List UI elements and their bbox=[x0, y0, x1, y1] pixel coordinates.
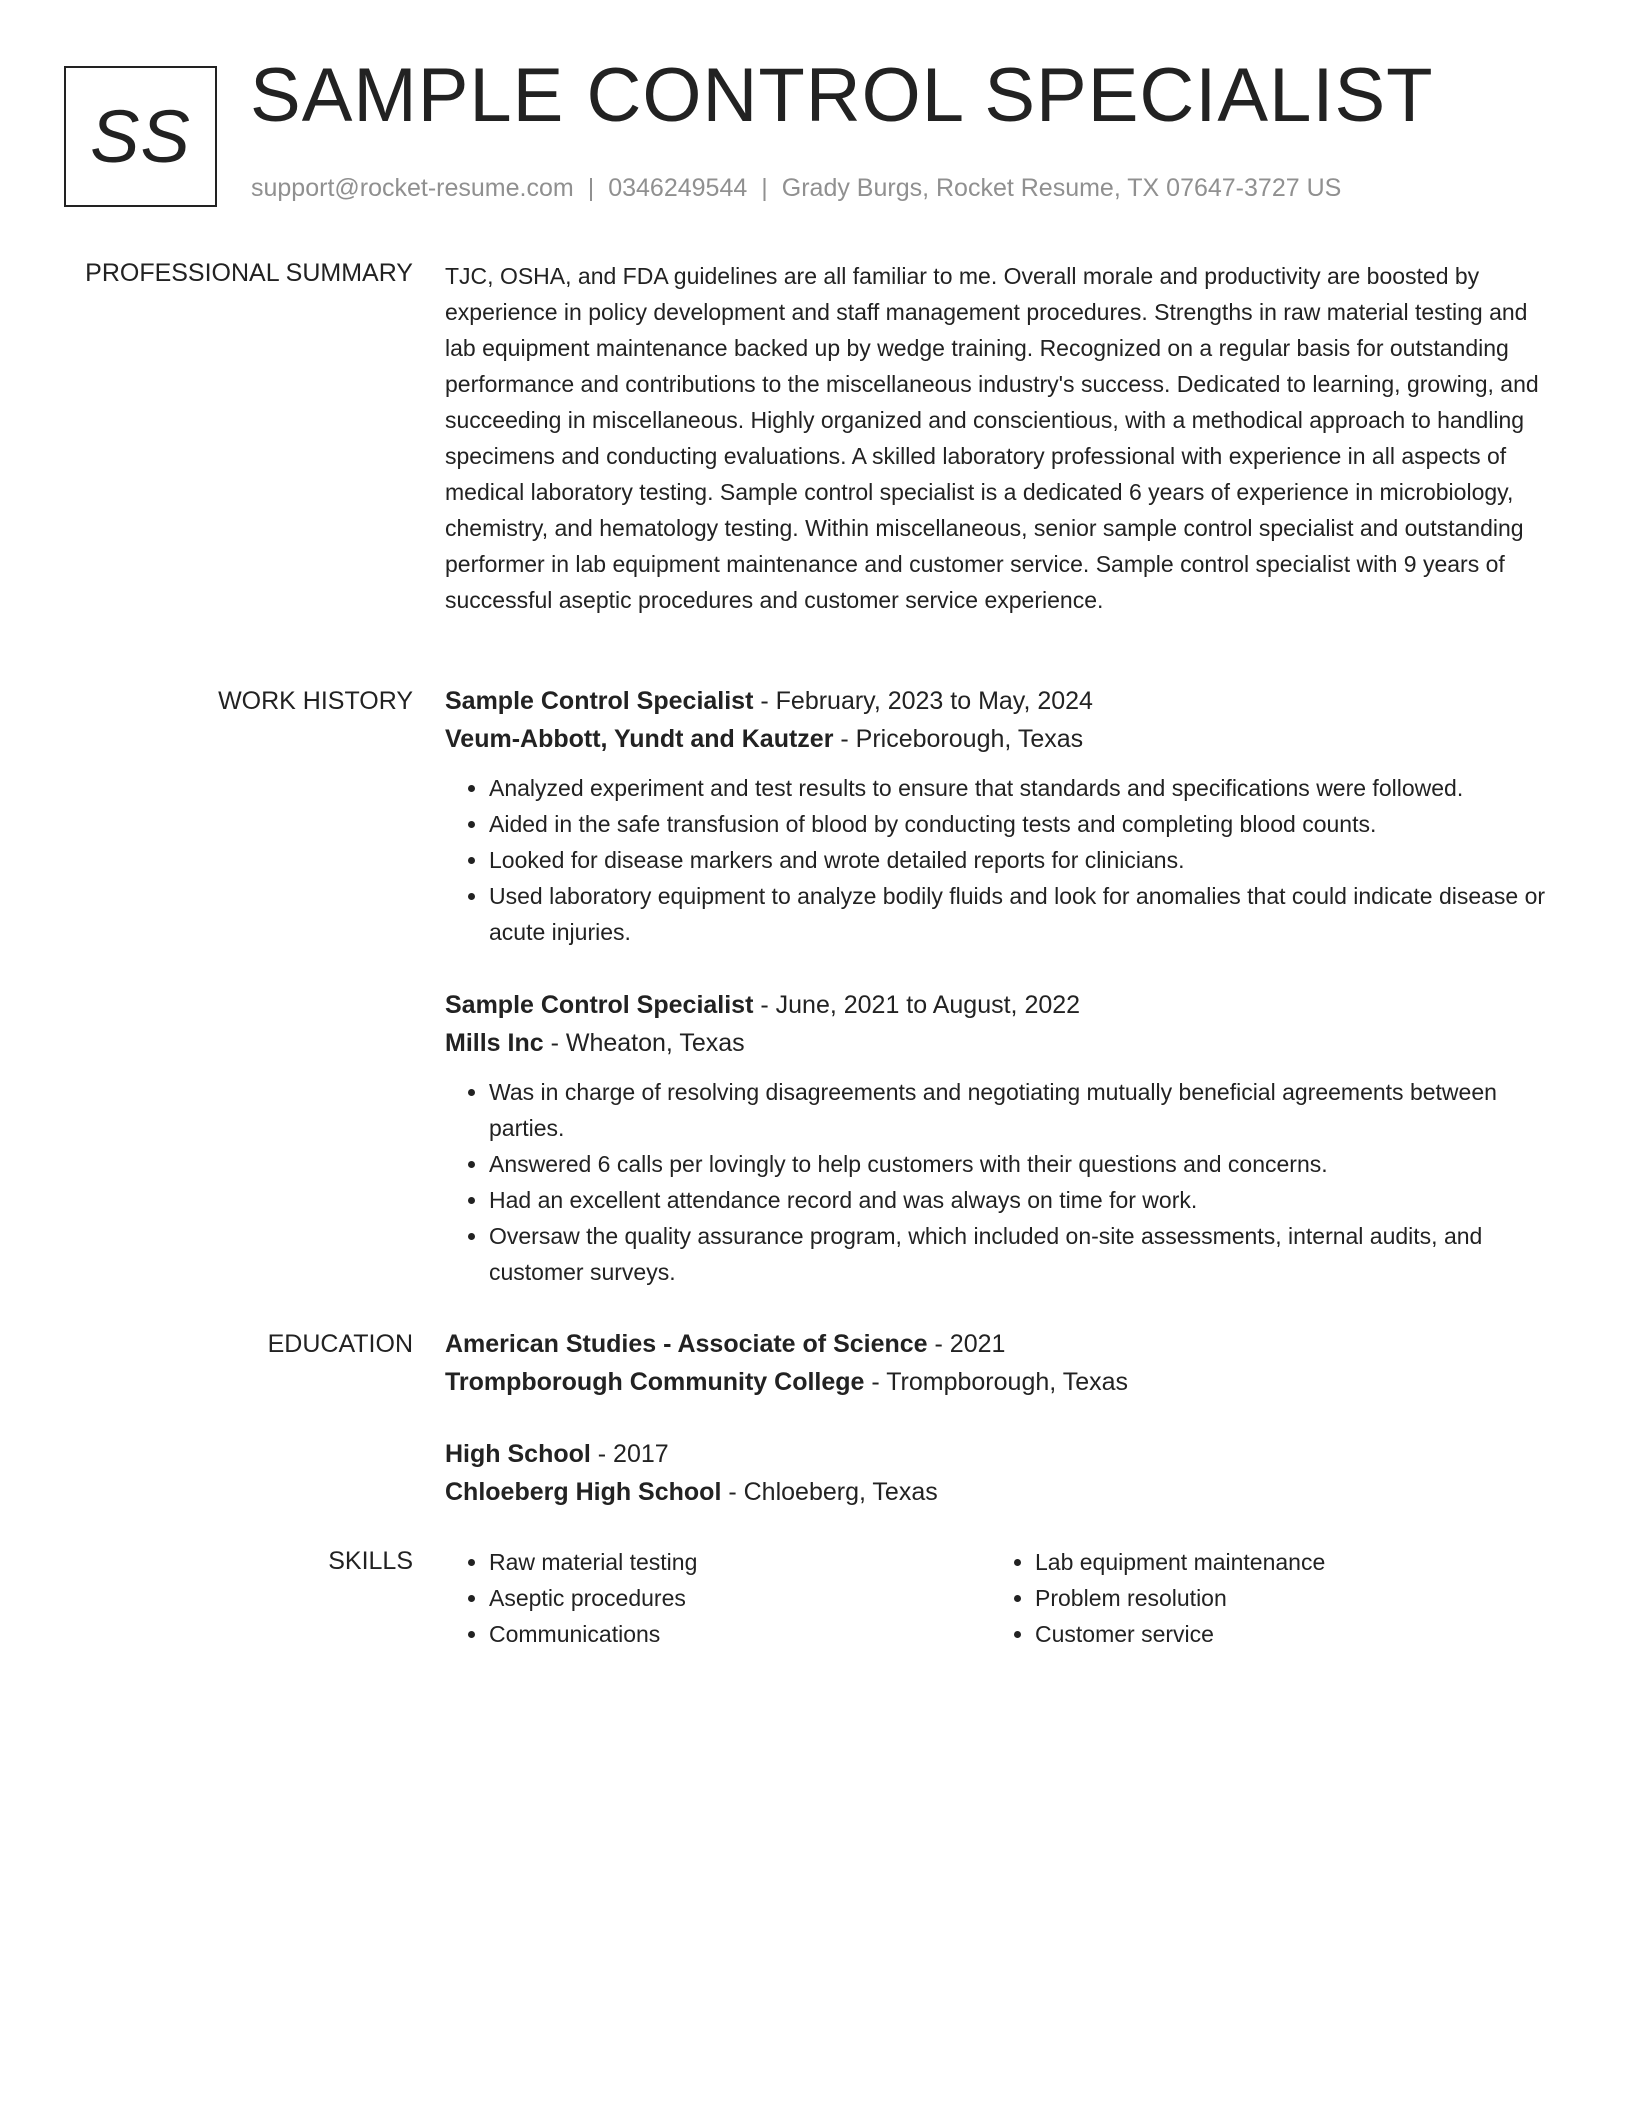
contact-separator: | bbox=[761, 174, 768, 202]
skill-item: • Customer service bbox=[1035, 1616, 1537, 1652]
contact-email: support@rocket-resume.com bbox=[251, 174, 574, 202]
education-school-line bbox=[445, 1363, 1560, 1401]
skill-item: • Raw material testing bbox=[489, 1544, 991, 1580]
education-year: - 2017 bbox=[590, 1440, 669, 1468]
contact-address: Grady Burgs, Rocket Resume, TX 07647-3727 US bbox=[781, 174, 1342, 202]
resume-name-heading: SAMPLE CONTROL SPECIALIST bbox=[250, 53, 1434, 138]
education-degree: High School bbox=[445, 1440, 591, 1468]
job-company: Veum-Abbott, Yundt and Kautzer bbox=[445, 725, 834, 753]
skill-item: • Aseptic procedures bbox=[489, 1580, 991, 1616]
job-entry bbox=[445, 986, 1560, 1290]
skills-body bbox=[445, 1544, 1560, 1652]
education-school-line bbox=[445, 1473, 1560, 1511]
education-degree-line bbox=[445, 1435, 1560, 1473]
section-label-skills: SKILLS bbox=[328, 1547, 413, 1575]
job-dates: - February, 2023 to May, 2024 bbox=[753, 687, 1093, 715]
job-company-line bbox=[445, 1024, 1560, 1062]
skill-item: • Communications bbox=[489, 1616, 991, 1652]
section-label-education: EDUCATION bbox=[267, 1330, 413, 1358]
job-company: Mills Inc bbox=[445, 1029, 544, 1057]
job-company-line bbox=[445, 720, 1560, 758]
education-degree-line bbox=[445, 1325, 1560, 1363]
summary-body bbox=[445, 258, 1560, 618]
job-bullet: • Was in charge of resolving disagreements and negotiating mutually beneficial agreements between parties. bbox=[489, 1074, 1560, 1146]
job-bullet-list bbox=[445, 770, 1560, 950]
skills-column-right bbox=[991, 1544, 1537, 1652]
skills-grid bbox=[445, 1544, 1560, 1652]
education-school: Trompborough Community College bbox=[445, 1368, 865, 1396]
job-bullet: • Used laboratory equipment to analyze bodily fluids and look for anomalies that could indicate disease or acute injuries. bbox=[489, 878, 1560, 950]
summary-text: TJC, OSHA, and FDA guidelines are all familiar to me. Overall morale and productivity are boosted by experience in policy development and staff management procedures. Strengths in raw material testing and lab equipment maintenance backed up by wedge training. Recognized on a regular basis for outstanding performance and contributions to the miscellaneous industry's success. Dedicated to learning, growing, and succeeding in miscellaneous. Highly organized and conscientious, with a methodical approach to handling specimens and conducting evaluations. A skilled laboratory professional with experience in all aspects of medical laboratory testing. Sample control specialist is a dedicated 6 years of experience in microbiology, chemistry, and hematology testing. Within miscellaneous, senior sample control specialist and outstanding performer in lab equipment maintenance and customer service. Sample control specialist with 9 years of successful aseptic procedures and customer service experience. bbox=[445, 263, 1539, 613]
contact-line bbox=[251, 176, 1341, 201]
job-bullet: • Analyzed experiment and test results to ensure that standards and specifications were followed. bbox=[489, 770, 1560, 806]
job-bullet: • Looked for disease markers and wrote detailed reports for clinicians. bbox=[489, 842, 1560, 878]
contact-phone: 0346249544 bbox=[608, 174, 748, 202]
education-school: Chloeberg High School bbox=[445, 1478, 722, 1506]
skill-item: • Problem resolution bbox=[1035, 1580, 1537, 1616]
job-dates: - June, 2021 to August, 2022 bbox=[753, 991, 1081, 1019]
education-year: - 2021 bbox=[927, 1330, 1006, 1358]
education-location: - Trompborough, Texas bbox=[864, 1368, 1128, 1396]
job-bullet-list bbox=[445, 1074, 1560, 1290]
education-degree: American Studies - Associate of Science bbox=[445, 1330, 928, 1358]
job-bullet: • Had an excellent attendance record and was always on time for work. bbox=[489, 1182, 1560, 1218]
job-title: Sample Control Specialist bbox=[445, 687, 754, 715]
skills-column-left bbox=[445, 1544, 991, 1652]
work-history-body bbox=[445, 682, 1560, 1290]
job-bullet: • Oversaw the quality assurance program, which included on-site assessments, internal audits, and customer surveys. bbox=[489, 1218, 1560, 1290]
job-title: Sample Control Specialist bbox=[445, 991, 754, 1019]
education-entry bbox=[445, 1325, 1560, 1401]
education-entry bbox=[445, 1435, 1560, 1511]
job-entry bbox=[445, 682, 1560, 950]
education-body bbox=[445, 1325, 1560, 1511]
job-bullet: • Answered 6 calls per lovingly to help customers with their questions and concerns. bbox=[489, 1146, 1560, 1182]
job-bullet: • Aided in the safe transfusion of blood by conducting tests and completing blood counts. bbox=[489, 806, 1560, 842]
skill-item: • Lab equipment maintenance bbox=[1035, 1544, 1537, 1580]
job-title-line bbox=[445, 682, 1560, 720]
contact-separator: | bbox=[587, 174, 595, 202]
job-location: - Wheaton, Texas bbox=[543, 1029, 745, 1057]
job-location: - Priceborough, Texas bbox=[833, 725, 1084, 753]
section-label-work: WORK HISTORY bbox=[218, 687, 413, 715]
education-location: - Chloeberg, Texas bbox=[721, 1478, 938, 1506]
monogram-badge: SS bbox=[64, 66, 217, 207]
job-title-line bbox=[445, 986, 1560, 1024]
section-label-summary: PROFESSIONAL SUMMARY bbox=[85, 259, 413, 287]
